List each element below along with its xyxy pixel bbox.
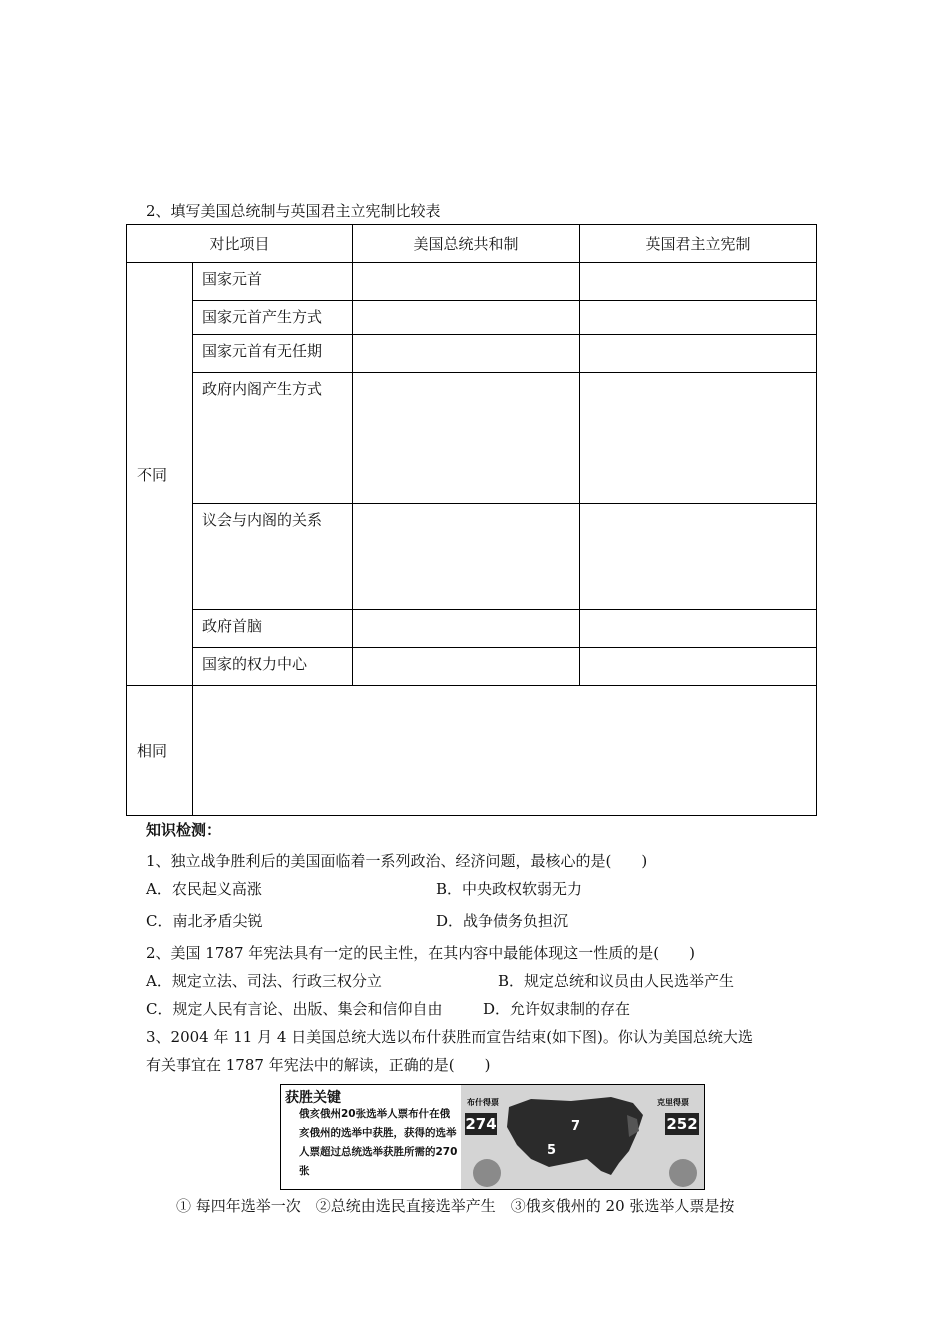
answer-cell-same[interactable] — [193, 686, 817, 816]
answer-cell-uk[interactable] — [580, 373, 817, 504]
row-label-text: 国家元首产生方式 — [202, 308, 323, 326]
section-title: 2、填写美国总统制与英国君主立宪制比较表 — [146, 202, 441, 220]
q1-option-d: D．战争债务负担沉 — [436, 912, 569, 930]
header-us: 美国总统共和制 — [353, 225, 580, 263]
answer-cell-us[interactable] — [353, 335, 580, 373]
q2-option-d: D．允许奴隶制的存在 — [483, 1000, 631, 1018]
row-label — [193, 335, 353, 373]
header-compare-item: 对比项目 — [127, 225, 353, 263]
answer-cell-us[interactable] — [353, 301, 580, 335]
row-label-text: 政府内阁产生方式 — [202, 380, 323, 398]
map-number: 5 — [547, 1143, 557, 1158]
kerry-portrait-image — [669, 1159, 697, 1187]
header-uk: 英国君主立宪制 — [580, 225, 817, 263]
answer-cell-uk[interactable] — [580, 648, 817, 686]
group-diff-label: 不同 — [127, 263, 193, 686]
kerry-votes-label: 克里得票 — [657, 1098, 689, 1107]
q1-option-b: B．中央政权软弱无力 — [436, 880, 583, 898]
answer-cell-uk[interactable] — [580, 504, 817, 610]
figure-map-panel — [461, 1085, 704, 1189]
row-label-text: 国家元首有无任期 — [202, 342, 323, 360]
answer-cell-uk[interactable] — [580, 301, 817, 335]
answer-cell-us[interactable] — [353, 504, 580, 610]
q2-stem: 2、美国 1787 年宪法具有一定的民主性，在其内容中最能体现这一性质的是( ) — [146, 944, 695, 962]
q2-option-b: B．规定总统和议员由人民选举产生 — [498, 972, 735, 990]
q1-stem: 1、独立战争胜利后的美国面临着一系列政治、经济问题，最核心的是( ) — [146, 852, 648, 870]
election-figure — [280, 1084, 705, 1190]
kerry-votes-value: 252 — [666, 1115, 698, 1133]
quiz-heading: 知识检测： — [146, 821, 222, 839]
bush-portrait-image — [473, 1159, 501, 1187]
q2-option-a: A．规定立法、司法、行政三权分立 — [146, 972, 382, 990]
row-label-text: 政府首脑 — [202, 617, 263, 635]
row-label — [193, 301, 353, 335]
row-label-text: 国家的权力中心 — [202, 655, 308, 673]
answer-cell-uk[interactable] — [580, 610, 817, 648]
row-label-text: 国家元首 — [202, 270, 263, 288]
comparison-table — [126, 224, 817, 816]
q1-option-c: C．南北矛盾尖锐 — [146, 912, 263, 930]
bush-votes-value: 274 — [465, 1115, 497, 1133]
q3-options: ① 每四年选举一次 ②总统由选民直接选举产生 ③俄亥俄州的 20 张选举人票是按 — [176, 1197, 735, 1215]
bush-votes-label: 布什得票 — [467, 1098, 499, 1107]
figure-caption-panel — [281, 1085, 461, 1189]
map-number: 7 — [571, 1119, 581, 1134]
row-label — [193, 648, 353, 686]
q3-stem-line1: 3、2004 年 11 月 4 日美国总统大选以布什获胜而宣告结束(如下图)。你认为美国总统大选 — [146, 1028, 753, 1046]
answer-cell-us[interactable] — [353, 263, 580, 301]
row-label — [193, 504, 353, 610]
figure-text: 俄亥俄州20张选举人票布什在俄亥俄州的选举中获胜，获得的选举人票超过总统选举获胜所需的270张 — [299, 1108, 458, 1177]
q1-option-a: A．农民起义高涨 — [146, 880, 262, 898]
row-label-text: 议会与内阁的关系 — [202, 511, 323, 529]
answer-cell-uk[interactable] — [580, 263, 817, 301]
row-label — [193, 373, 353, 504]
q3-stem-line2: 有关事宜在 1787 年宪法中的解读，正确的是( ) — [146, 1056, 491, 1074]
group-same-label: 相同 — [127, 686, 193, 816]
answer-cell-us[interactable] — [353, 373, 580, 504]
row-label — [193, 610, 353, 648]
figure-title: 获胜关键 — [285, 1090, 341, 1106]
answer-cell-uk[interactable] — [580, 335, 817, 373]
row-label — [193, 263, 353, 301]
answer-cell-us[interactable] — [353, 610, 580, 648]
q2-option-c: C．规定人民有言论、出版、集会和信仰自由 — [146, 1000, 443, 1018]
answer-cell-us[interactable] — [353, 648, 580, 686]
